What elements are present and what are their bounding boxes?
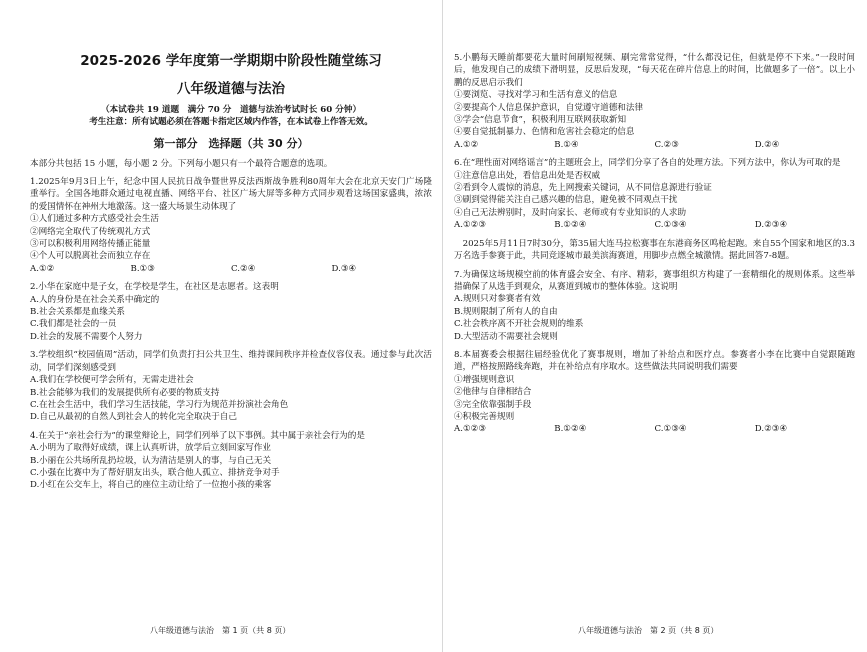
answer-option: A.①② [454,139,479,150]
question-stem: 2.小华在家庭中是子女，在学校是学生，在社区是志愿者。这表明 [30,282,279,293]
question-statement: ②网络完全取代了传统观礼方式 [30,226,151,237]
answer-option: D.②③④ [754,220,788,231]
answer-option: C.①③④ [654,424,687,435]
answer-option: A.规则只对参赛者有效 [454,294,541,305]
question-statement: ①要浏览、寻找对学习和生活有意义的信息 [454,90,618,101]
exam-notice: 考生注意：所有试题必须在答题卡指定区域内作答，在本试卷上作答无效。 [89,117,373,127]
answer-option: C.②③ [654,139,679,150]
answer-option: D.大型活动不需要社会规则 [454,331,558,342]
question-6 [454,157,855,231]
answer-option: B.社会能够为我们的发展提供所有必要的物质支持 [30,387,220,398]
question-stem: 3.学校组织“校园值周”活动，同学们负责打扫公共卫生、维持课间秩序并检查仪容仪表。通过参与此次活动，同学们深刻感受到 [30,350,432,373]
answer-option: A.人的身份是在社会关系中确定的 [30,294,160,305]
exam-page-right [442,0,867,652]
question-stem: 6.在“理性面对网络谣言”的主题班会上，同学们分享了各自的处理方法。下列方法中，你认为可取的是 [454,158,841,169]
answer-option: B.①④ [554,139,579,150]
page-footer-left: 八年级道德与法治 第 1 页（共 8 页） [150,626,291,635]
answer-option: D.社会的发展不需要个人努力 [30,331,143,342]
answer-options [30,263,432,275]
answer-option: B.规则限制了所有人的自由 [454,306,558,317]
answer-option: A.小明为了取得好成绩，课上认真听讲，放学后立刻回家写作业 [30,443,271,454]
question-4 [30,430,432,492]
question-8 [454,349,855,436]
answer-option: A.我们在学校便可学会所有，无需走进社会 [30,375,194,386]
question-statement: ①人们通过多种方式感受社会生活 [30,214,159,225]
answer-option: B.①②④ [554,220,587,231]
answer-option: D.自己从最初的自然人到社会人的转化完全取决于自己 [30,412,237,423]
question-statement: ①增强规则意识 [454,374,515,385]
question-stem: 8.本届赛委会根据往届经验优化了赛事规则，增加了补给点和医疗点。参赛者小李在比赛中自觉跟随跑道，严格按照路线奔跑，并在补给点有序取水。这些做法共同说明我们需要 [454,349,855,373]
answer-option: B.小丽在公共场所乱扔垃圾，认为清洁是别人的事，与自己无关 [30,455,272,466]
question-stem: 1.2025年9月3日上午，纪念中国人民抗日战争暨世界反法西斯战争胜利80周年大会在北京天安门广场隆重举行。全国各地群众通过电视直播、网络平台、社区广场大屏等多种方式同步观看这场国家盛典，浓浓的爱国情怀在神州大地激荡。这一盛大场景生动体现了 [30,177,432,212]
question-5 [454,52,855,151]
answer-option: C.②④ [231,263,256,274]
material-text: 2025年5月11日7时30分，第35届大连马拉松赛事在东港商务区鸣枪起跑。来自55个国家和地区的3.3万名选手参赛于此，共同竞逐城市最美滨海赛道，用脚步点燃全城激情。据此回答7-8题。 [454,238,855,262]
question-statement: ③学会“信息节食”，积极利用互联网获取新知 [454,115,627,126]
question-statement: ④个人可以脱离社会而独立存在 [30,251,151,262]
exam-info: （本试卷共 19 道题 满分 70 分 道德与法治考试时长 60 分钟） [100,105,362,115]
question-1 [30,176,432,275]
question-statement: ②看到令人震惊的消息，先上网搜索关键词，从不同信息源进行验证 [454,183,712,194]
question-statement: ④要自觉抵制暴力、色情和危害社会稳定的信息 [454,127,635,138]
section-title: 第一部分 选择题（共 30 分） [153,137,309,150]
answer-options [454,423,855,435]
question-stem: 4.在关于“亲社会行为”的课堂辩论上，同学们列举了以下事例。其中属于亲社会行为的是 [30,430,365,441]
question-statement: ①注意信息出处，看信息出处是否权威 [454,170,601,181]
answer-option: A.①②③ [454,220,487,231]
answer-option: C.社会秩序离不开社会规则的维系 [454,319,584,330]
question-3 [30,349,432,423]
answer-option: A.①②③ [454,424,487,435]
question-statement: ④自己无法辨别时，及时向家长、老师或有专业知识的人求助 [454,207,687,218]
answer-option: D.②③④ [754,424,788,435]
question-7 [454,269,855,343]
answer-option: D.小红在公交车上，将自己的座位主动让给了一位抱小孩的乘客 [30,480,272,491]
question-2 [30,281,432,343]
question-stem: 7.为确保这场规模空前的体育盛会安全、有序、精彩，赛事组织方构建了一套精细化的规则体系。这些举措确保了从选手到观众，从赛道到城市的整体体验。这说明 [454,269,855,292]
answer-option: C.小强在比赛中为了帮好朋友出头，联合他人孤立、排挤竞争对手 [30,467,280,478]
reading-material [454,238,855,263]
answer-option: C.在社会生活中，我们学习生活技能，学习行为规范并扮演社会角色 [30,399,289,410]
answer-option: D.②④ [754,139,780,150]
answer-options [454,139,855,151]
answer-option: A.①② [30,263,55,274]
answer-option: C.我们都是社会的一员 [30,319,117,330]
answer-options [454,219,855,231]
question-statement: ③完全依靠强制手段 [454,399,532,410]
answer-option: D.③④ [331,263,357,274]
answer-option: B.①③ [130,263,155,274]
answer-option: B.社会关系都是血缘关系 [30,307,125,318]
section-note: 本部分共包括 15 小题，每小题 2 分。下列每小题只有一个最符合题意的选项。 [30,159,333,169]
question-stem: 5.小鹏每天睡前都要花大量时间刷短视频、刷完常常觉得，“什么都没记住，但就是停不下来。”一段时间后，他发现自己的成绩下滑明显，反思后发现，“每天花在碎片信息上的时间，比做题多了一倍”。以上小鹏的反思启示我们 [454,53,855,88]
question-statement: ④积极完善规则 [454,411,515,422]
subject-title: 八年级道德与法治 [177,81,285,97]
answer-option: B.①②④ [554,424,587,435]
question-statement: ③可以积极利用网络传播正能量 [30,239,151,250]
answer-option: C.①③④ [654,220,687,231]
page-footer-right: 八年级道德与法治 第 2 页（共 8 页） [578,626,719,635]
question-statement: ②要提高个人信息保护意识，自觉遵守道德和法律 [454,102,644,113]
exam-title: 2025-2026 学年度第一学期期中阶段性随堂练习 [80,53,382,69]
question-statement: ③刷到觉得能关注自己感兴趣的信息，避免被不同观点干扰 [454,195,678,206]
question-statement: ②他律与自律相结合 [454,387,532,398]
